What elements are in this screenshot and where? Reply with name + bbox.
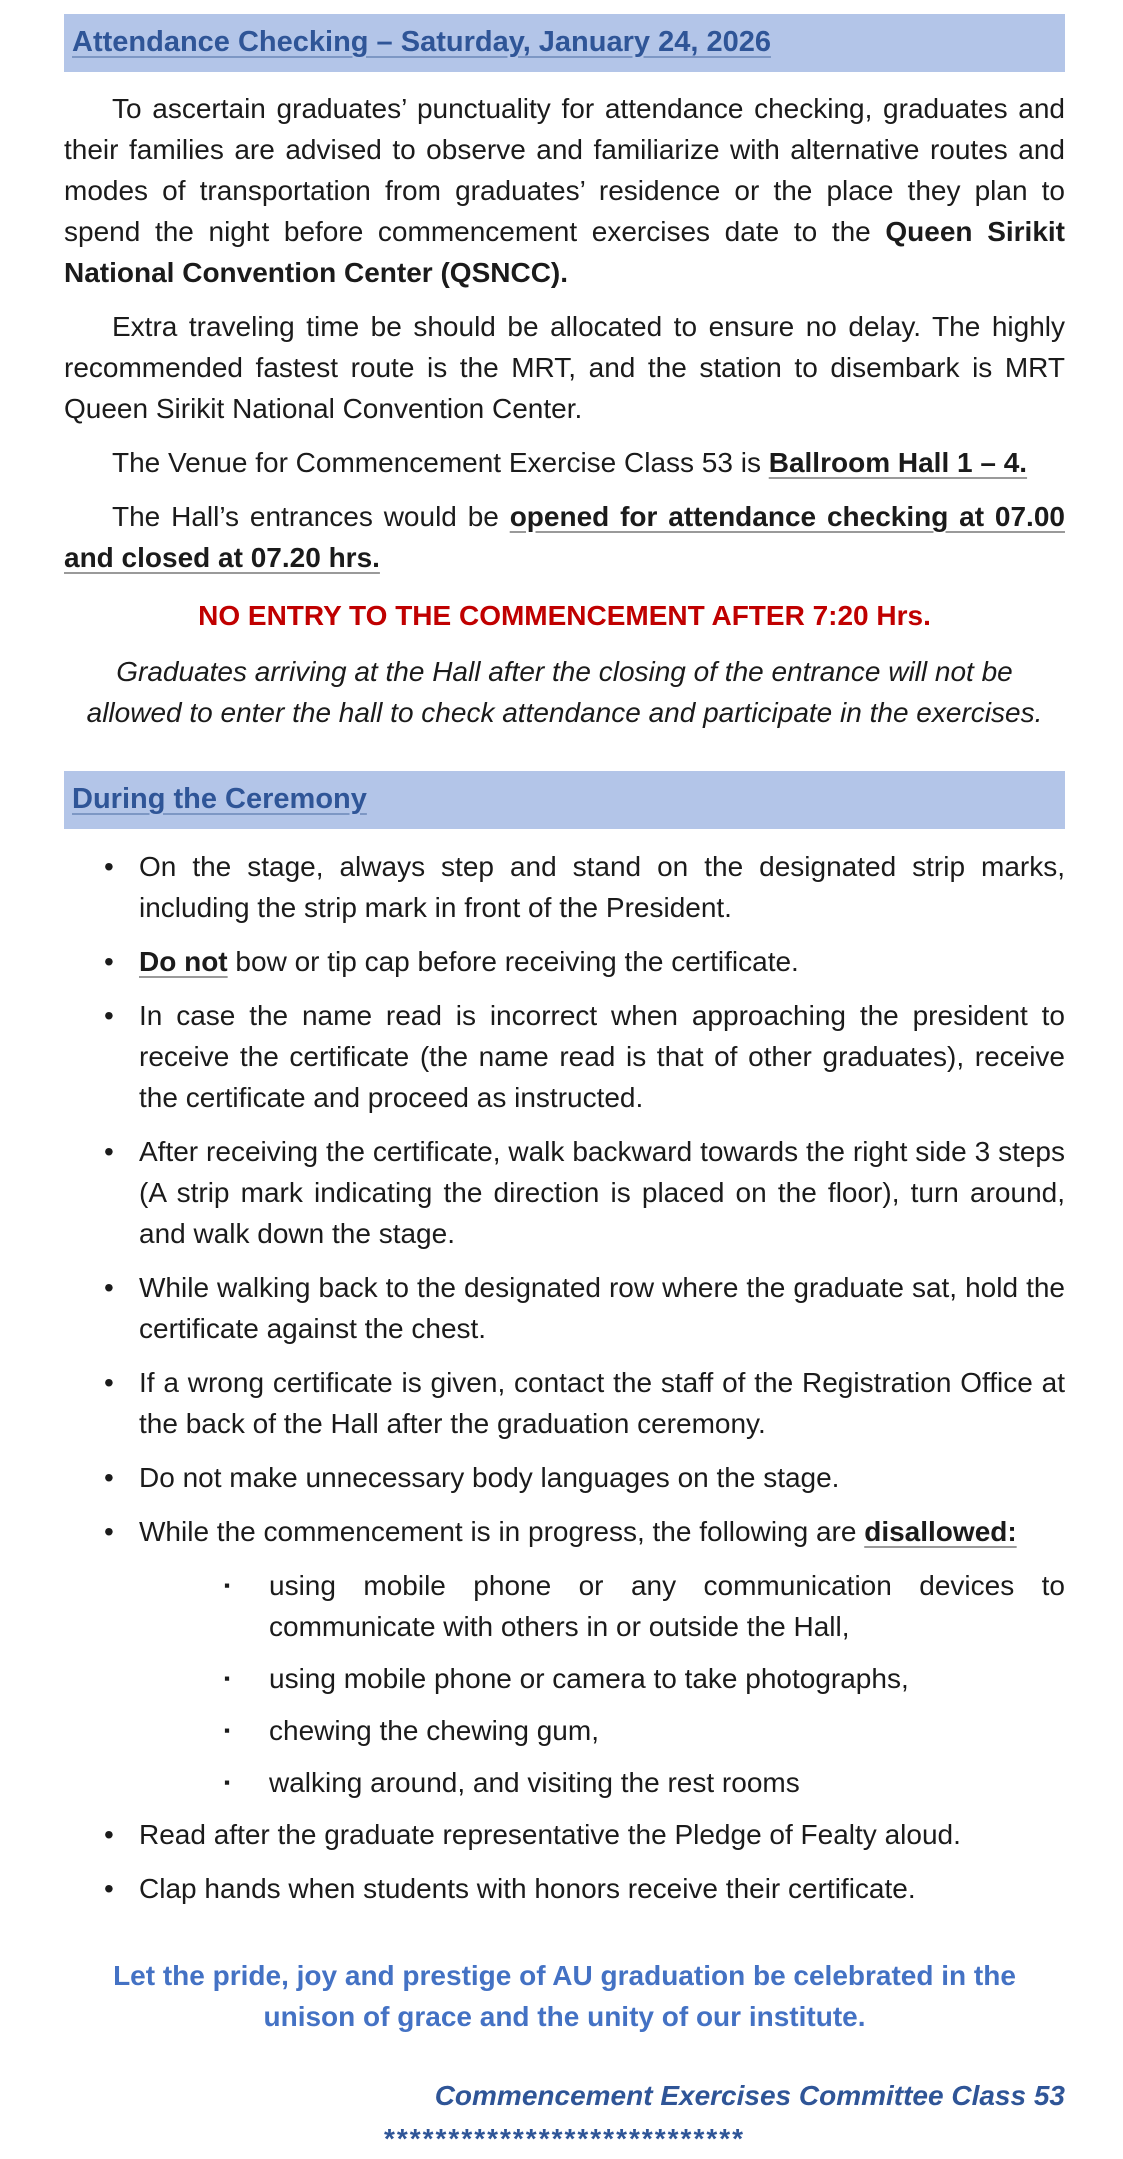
bullet-marker: •	[104, 946, 114, 977]
bullet-incorrect-name	[104, 995, 1065, 1118]
bullet-text	[139, 995, 1065, 1118]
bullet-text-main: bow or tip cap before receiving the certificate.	[227, 946, 799, 977]
paragraph-venue	[64, 442, 1065, 483]
bullet-text-main: After receiving the certificate, walk backward towards the right side 3 steps (A strip mark indicating the direction is placed on the floor), turn around, and walk down the stage.	[139, 1136, 1065, 1249]
no-entry-warning: NO ENTRY TO THE COMMENCEMENT AFTER 7:20 Hrs.	[198, 600, 931, 631]
bullet-hold-certificate	[104, 1267, 1065, 1349]
closing-message: Let the pride, joy and prestige of AU graduation be celebrated in the unison of grace and the unity of our institute.	[113, 1960, 1016, 2032]
bullet-pledge-of-fealty	[104, 1814, 1065, 1855]
bullet-text	[139, 1362, 1065, 1444]
sub-bullet-marker: ▪	[224, 1669, 231, 1688]
bullet-do-not-bow	[104, 941, 1065, 982]
bullet-marker: •	[104, 1516, 114, 1547]
bullet-text	[139, 941, 1065, 982]
bullet-text-main: In case the name read is incorrect when approaching the president to receive the certificate (the name read is that of other graduates), receive the certificate and proceed as instructed.	[139, 1000, 1065, 1113]
bullet-text	[139, 1511, 1065, 1552]
paragraph-entrances-text: The Hall’s entrances would be	[112, 501, 510, 532]
sub-bullet-photographs	[224, 1658, 1065, 1699]
sub-bullet-text: chewing the chewing gum,	[269, 1715, 599, 1746]
bullet-marker: •	[104, 1462, 114, 1493]
bullet-text: Read after the graduate representative the Pledge of Fealty aloud.	[139, 1819, 961, 1850]
bullet-marker: •	[104, 1367, 114, 1398]
sub-bullet-chewing-gum	[224, 1710, 1065, 1751]
sub-bullet-marker: ▪	[224, 1773, 231, 1792]
bullet-marker: •	[104, 1272, 114, 1303]
ceremony-bullet-list	[64, 846, 1065, 1909]
bullet-text	[139, 1457, 1065, 1498]
bullet-walk-backward	[104, 1131, 1065, 1254]
bullet-clap-hands	[104, 1868, 1065, 1909]
bullet-text-main: While walking back to the designated row where the graduate sat, hold the certificate against the chest.	[139, 1272, 1065, 1344]
paragraph-venue-text: The Venue for Commencement Exercise Class 53 is	[112, 447, 769, 478]
sub-bullet-communication-devices	[224, 1565, 1065, 1647]
bullet-text	[139, 1267, 1065, 1349]
bullet-text-main: While the commencement is in progress, the following are	[139, 1516, 865, 1547]
bullet-text-main: Do not make unnecessary body languages on the stage.	[139, 1462, 840, 1493]
bullet-wrong-certificate	[104, 1362, 1065, 1444]
paragraph-travel-time	[64, 306, 1065, 429]
paragraph-entrances	[64, 496, 1065, 578]
bullet-marker: •	[104, 1819, 114, 1850]
bullet-text	[139, 1131, 1065, 1254]
ceremony-section-title: During the Ceremony	[72, 783, 367, 815]
bullet-body-language	[104, 1457, 1065, 1498]
section-header-attendance	[64, 14, 1065, 72]
bullet-marker: •	[104, 1136, 114, 1167]
bullet-strip-marks	[104, 846, 1065, 928]
sub-bullet-text: using mobile phone or any communication devices to communicate with others in or outside the Hall,	[269, 1570, 1065, 1642]
opening-hours-bold: opened for attendance checking at 07.00 and closed at 07.20 hrs.	[64, 501, 1065, 573]
late-arrival-note: Graduates arriving at the Hall after the closing of the entrance will not be allowed to enter the hall to check attendance and participate in the exercises.	[86, 656, 1043, 728]
paragraph-transportation	[64, 88, 1065, 293]
asterisks-divider: ****************************	[383, 2123, 746, 2154]
sub-bullet-marker: ▪	[224, 1721, 231, 1740]
bullet-text-main: On the stage, always step and stand on the designated strip marks, including the strip mark in front of the President.	[139, 851, 1065, 923]
committee-signature: Commencement Exercises Committee Class 53	[434, 2080, 1065, 2111]
bullet-text-main: If a wrong certificate is given, contact the staff of the Registration Office at the back of the Hall after the graduation ceremony.	[139, 1367, 1065, 1439]
sub-bullet-marker: ▪	[224, 1576, 231, 1595]
paragraph-transportation-text: To ascertain graduates’ punctuality for attendance checking, graduates and their families are advised to observe and familiarize with alternative routes and modes of transportation from graduates’ residence or the place they plan to spend the night before commencement exercises date to the	[64, 93, 1065, 247]
section-header-ceremony	[64, 771, 1065, 829]
sub-bullet-text: walking around, and visiting the rest rooms	[269, 1767, 800, 1798]
paragraph-travel-time-text: Extra traveling time be should be allocated to ensure no delay. The highly recommended fastest route is the MRT, and the station to disembark is MRT Queen Sirikit National Convention Center.	[64, 311, 1065, 424]
attendance-section-title: Attendance Checking – Saturday, January 24, 2026	[72, 26, 771, 58]
do-not-bold: Do not	[139, 946, 228, 977]
sub-bullet-walking-around	[224, 1762, 1065, 1803]
venue-name-bold: Queen Sirikit National Convention Center (QSNCC).	[64, 216, 1065, 288]
disallowed-bold: disallowed:	[864, 1516, 1017, 1547]
sub-bullet-text: using mobile phone or camera to take photographs,	[269, 1663, 909, 1694]
bullet-marker: •	[104, 851, 114, 882]
bullet-disallowed	[104, 1511, 1065, 1552]
bullet-text: Clap hands when students with honors receive their certificate.	[139, 1873, 916, 1904]
bullet-marker: •	[104, 1000, 114, 1031]
bullet-text	[139, 846, 1065, 928]
bullet-marker: •	[104, 1873, 114, 1904]
ballroom-hall-bold: Ballroom Hall 1 – 4.	[768, 447, 1028, 478]
